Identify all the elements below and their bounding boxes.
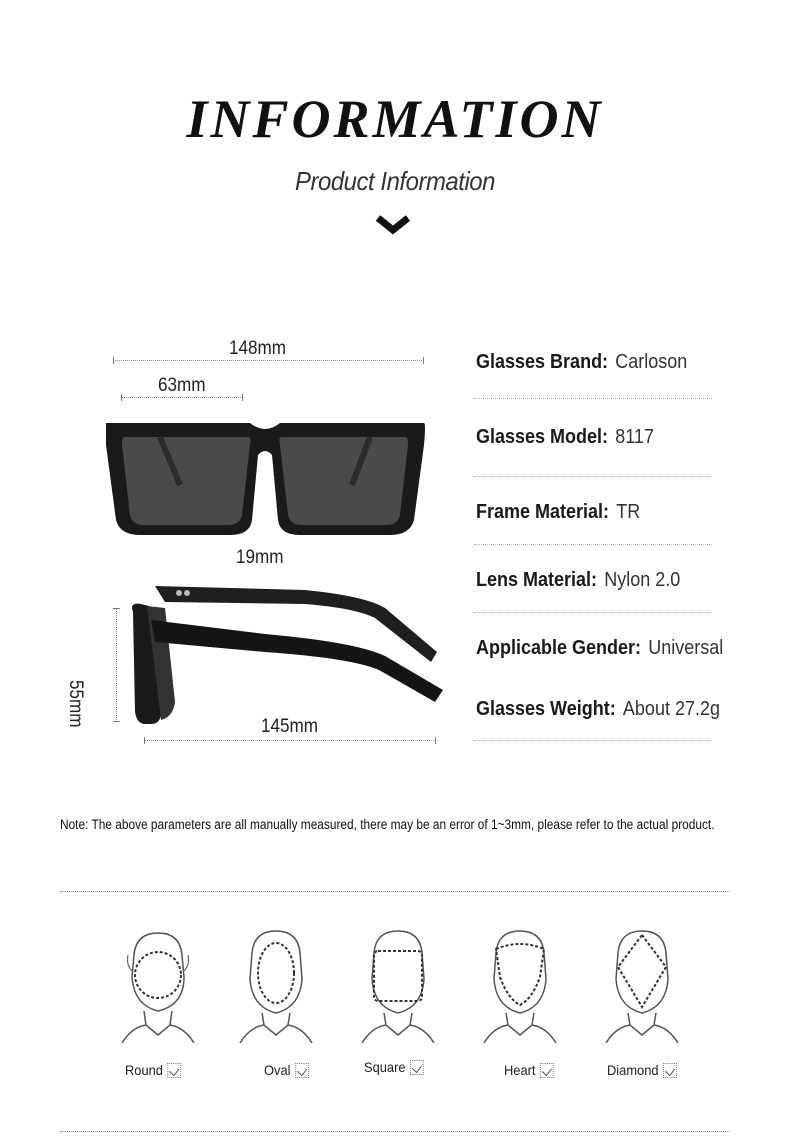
checkbox-icon — [663, 1063, 677, 1078]
glasses-side-image — [125, 582, 450, 730]
spec-divider — [474, 612, 712, 613]
checkbox-icon — [168, 1063, 182, 1078]
face-label-square: Square — [364, 1059, 424, 1075]
checkbox-icon — [410, 1060, 424, 1075]
total-width-line — [113, 360, 424, 361]
heart-face-icon — [474, 925, 564, 1043]
spec-divider — [474, 398, 712, 399]
lens-height-line — [116, 608, 117, 722]
spec-divider — [474, 740, 712, 741]
face-label-oval: Oval — [264, 1062, 309, 1078]
spec-divider — [474, 544, 712, 545]
spec-frame-material: Frame Material: TR — [476, 501, 641, 523]
divider-line — [60, 1131, 730, 1132]
oval-face-icon — [230, 925, 320, 1043]
lens-height-label: 55mm — [65, 680, 86, 728]
square-face-icon — [352, 925, 442, 1043]
bridge-label: 19mm — [236, 547, 284, 568]
chevron-down-icon — [375, 212, 411, 238]
checkbox-icon — [295, 1063, 309, 1078]
glasses-front-image — [100, 415, 430, 540]
face-label-heart: Heart — [504, 1062, 554, 1078]
checkbox-icon — [540, 1063, 554, 1078]
page-title: INFORMATION — [186, 89, 604, 149]
diamond-face-icon — [596, 925, 686, 1043]
lens-width-label: 63mm — [158, 375, 206, 396]
total-width-label: 148mm — [229, 338, 287, 359]
temple-length-line — [144, 740, 436, 741]
lens-width-line — [121, 397, 243, 398]
face-label-round: Round — [125, 1062, 181, 1078]
spec-lens-material: Lens Material: Nylon 2.0 — [476, 569, 681, 591]
spec-model: Glasses Model: 8117 — [476, 426, 654, 448]
spec-weight: Glasses Weight: About 27.2g — [476, 698, 720, 720]
round-face-icon — [112, 925, 202, 1043]
measurement-note: Note: The above parameters are all manually measured, there may be an error of 1~3mm, please refer to the actual product. — [60, 817, 715, 832]
temple-length-label: 145mm — [261, 716, 319, 737]
face-label-diamond: Diamond — [607, 1062, 677, 1078]
divider-line — [60, 891, 730, 892]
spec-brand: Glasses Brand: Carloson — [476, 351, 688, 373]
page-subtitle: Product Information — [294, 166, 495, 196]
spec-gender: Applicable Gender: Universal — [476, 637, 724, 659]
spec-divider — [474, 476, 712, 477]
